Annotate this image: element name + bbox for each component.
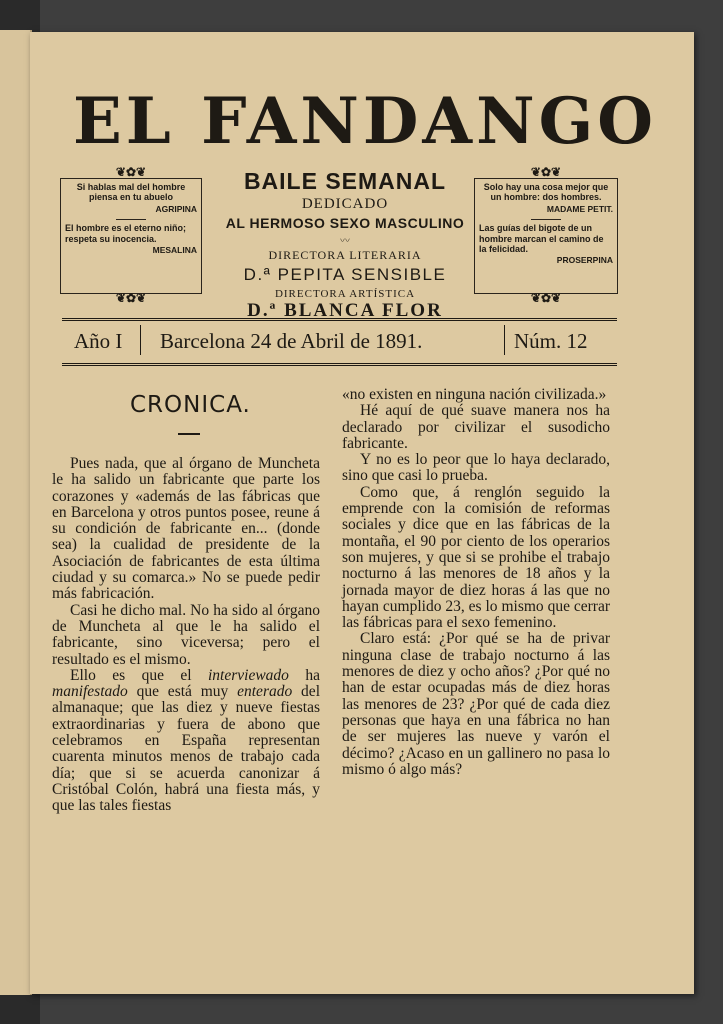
issue-number: Núm. 12 xyxy=(514,329,588,353)
right-quote-box xyxy=(474,165,618,306)
issue-year: Año I xyxy=(74,329,123,353)
literary-director-label: DIRECTORA LITERARIA xyxy=(268,248,422,262)
text-run: que está muy xyxy=(127,683,238,701)
right-signature-1: MADAME PETIT. xyxy=(546,203,613,214)
italic-text: manifestado xyxy=(52,683,128,701)
right-box-divider xyxy=(531,219,561,220)
italic-text: interviewado xyxy=(208,666,289,684)
ornament-bottom-left: ❦✿❦ xyxy=(115,291,147,306)
subtitle-block xyxy=(215,168,475,322)
dedicado: DEDICADO xyxy=(301,196,389,212)
baile-semanal: BAILE SEMANAL xyxy=(243,168,447,194)
right-column xyxy=(342,387,610,778)
left-quote-1: Si hablas mal del hombre piensa en tu abuelo xyxy=(76,182,186,203)
left-quote-box xyxy=(60,165,202,306)
paragraph: Casi he dicho mal. No ha sido al órgano de Muncheta al que le ha salido el fabricante, sino viceversa; pero el resultado es el mismo. xyxy=(52,601,320,668)
paragraph xyxy=(52,668,320,815)
paragraph: «no existen en ninguna nación civilizada.» xyxy=(342,386,607,403)
ornament-top-right: ❦✿❦ xyxy=(530,165,562,179)
article-heading: CRONICA. xyxy=(130,392,251,418)
right-quote-1: Solo hay una cosa mejor que un hombre: dos hombres. xyxy=(483,182,609,203)
place-date: Barcelona 24 de Abril de 1891. xyxy=(160,329,423,353)
dedication-line: AL HERMOSO SEXO MASCULINO xyxy=(225,215,465,231)
literary-director-name: D.ª PEPITA SENSIBLE xyxy=(243,265,447,284)
swirl-ornament: 〰 xyxy=(340,236,350,247)
paragraph: Pues nada, que al órgano de Muncheta le ha salido un fabricante que parte los corazones y «además de las fábricas que en Barcelona y otros puntos posee, reune á su condición de fabricante en... (donde sea) la cualidad de presidente de la Asociación de fabricantes de esta última ciudad y su comarca.» No se puede pedir más fabricación. xyxy=(52,455,320,603)
dateline xyxy=(62,318,617,366)
paragraph: Y no es lo peor que lo haya declarado, sino que casi lo prueba. xyxy=(342,451,610,485)
previous-page-edge xyxy=(0,30,32,995)
left-signature-2: MESALINA xyxy=(152,245,197,256)
ornament-bottom-right: ❦✿❦ xyxy=(530,291,562,306)
right-signature-2: PROSERPINA xyxy=(556,255,613,266)
dateline-separator-2 xyxy=(504,325,505,355)
dateline-separator-1 xyxy=(140,325,141,355)
newspaper-page xyxy=(30,32,694,994)
right-quote-2: Las guías del bigote de un hombre marcan el camino de la felicidad. xyxy=(479,223,604,255)
text-run: Ello es que el xyxy=(70,666,208,684)
text-run: ha xyxy=(288,666,320,684)
paragraph: Hé aquí de qué suave manera nos ha declarado por civilizar el susodicho fabricante. xyxy=(342,402,610,452)
artistic-director-name: D.ª BLANCA FLOR xyxy=(247,300,443,321)
masthead-title: EL FANDANGO xyxy=(73,84,657,159)
left-column xyxy=(52,456,320,815)
left-signature-1: AGRIPINA xyxy=(155,203,197,214)
artistic-director-label: DIRECTORA ARTÍSTICA xyxy=(274,288,416,300)
heading-dash xyxy=(178,433,200,435)
left-quote-2: El hombre es el eterno niño; respeta su inocencia. xyxy=(65,223,187,244)
italic-text: enterado xyxy=(237,683,293,701)
left-box-divider xyxy=(116,219,146,220)
text-run: del almanaque; que las diez y nueve fiestas extraordinarias y fuera de abono que celebramos en España representan cuarenta minutos menos de trabajo cada día; que si se acuerda canonizar á Cristóbal Colón, habrá una fiesta más, y que las tales fiestas xyxy=(52,683,320,815)
paragraph: Como que, á renglón seguido la emprende con la comisión de reformas sociales y dice que en las fábricas de la montaña, el 90 por ciento de los operarios son mujeres, y que si se prohibe el trabajo nocturno á las menores de 18 años y la jornada mayor de diez horas á las que no hayan cumplido 23, es lo mismo que cerrar las fábricas para el sexo femenino. xyxy=(342,483,610,632)
ornament-top-left: ❦✿❦ xyxy=(115,165,147,179)
paragraph: Claro está: ¿Por qué se ha de privar ninguna clase de trabajo nocturno á las menores de diez y ocho años? ¿Por qué no han de estar ocupadas más de diez horas las menores de 23? ¿Por qué de cada diez personas que haya en una fábrica no han de ser mujeres las nueve y varón el décimo? ¿Acaso en un gallinero no pasa lo mismo ó algo más? xyxy=(342,630,610,778)
